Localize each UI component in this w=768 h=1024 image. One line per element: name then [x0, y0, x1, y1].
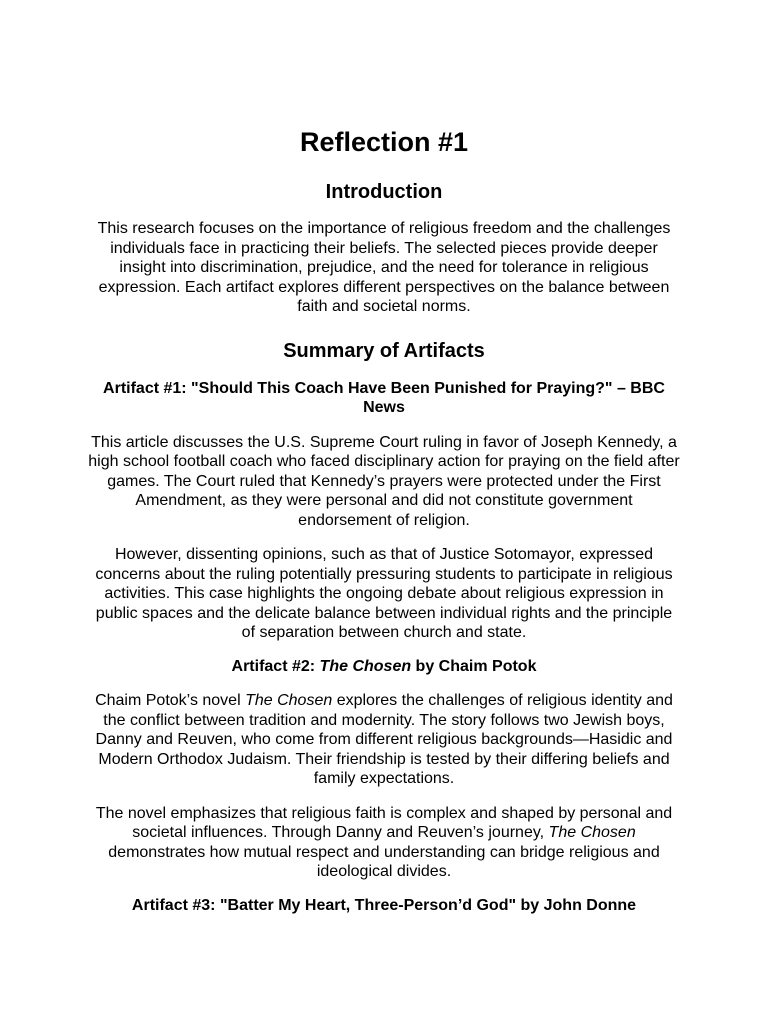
- artifact-2-heading-prefix: Artifact #2:: [231, 657, 320, 675]
- artifact-2-heading-suffix: by Chaim Potok: [411, 657, 537, 675]
- artifact-2-p2-text-a: The novel emphasizes that religious faith is complex and shaped by personal and societal influences. Through Danny and Reuven’s journey,: [95, 804, 673, 841]
- artifact-2-p2-text-b: demonstrates how mutual respect and understanding can bridge religious and ideological divides.: [108, 843, 660, 880]
- artifact-2-paragraph-1: [88, 691, 680, 789]
- artifact-2-p1-text-a: Chaim Potok’s novel: [95, 692, 246, 709]
- artifact-2-p1-book-title: The Chosen: [245, 692, 333, 709]
- introduction-heading: Introduction: [325, 181, 443, 203]
- artifact-2-heading-title: The Chosen: [319, 657, 412, 675]
- artifact-1-heading: Artifact #1: "Should This Coach Have Been Punished for Praying?" – BBC News: [103, 379, 665, 416]
- artifact-3-heading: Artifact #3: "Batter My Heart, Three-Person’d God" by John Donne: [131, 896, 637, 914]
- document-title: Reflection #1: [299, 127, 469, 157]
- artifact-2-p1-text-b: explores the challenges of religious identity and the conflict between tradition and modernity. The story follows two Jewish boys, Danny and Reuven, who come from different religious backgrounds—Hasidic and Modern Orthodox Judaism. Their friendship is tested by their differing beliefs and family expectations.: [95, 692, 673, 787]
- artifact-1-paragraph-1: This article discusses the U.S. Supreme Court ruling in favor of Joseph Kennedy, a high school football coach who faced disciplinary action for praying on the field after games. The Court ruled that Kennedy’s prayers were protected under the First Amendment, as they were personal and did not constitute government endorsement of religion.: [88, 433, 680, 529]
- artifact-2-heading: [88, 657, 680, 677]
- summary-heading: Summary of Artifacts: [283, 339, 485, 362]
- introduction-paragraph: This research focuses on the importance of religious freedom and the challenges individuals face in practicing their beliefs. The selected pieces provide deeper insight into discrimination, prejudice, and the need for tolerance in religious expression. Each artifact explores different perspectives on the balance between faith and societal norms.: [97, 220, 671, 315]
- artifact-2-p2-book-title: The Chosen: [548, 824, 636, 841]
- artifact-2-paragraph-2: [88, 804, 680, 882]
- artifact-1-paragraph-2: However, dissenting opinions, such as that of Justice Sotomayor, expressed concerns about the ruling potentially pressuring students to participate in religious activities. This case highlights the ongoing debate about religious expression in public spaces and the delicate balance between individual rights and the principle of separation between church and state.: [95, 546, 673, 641]
